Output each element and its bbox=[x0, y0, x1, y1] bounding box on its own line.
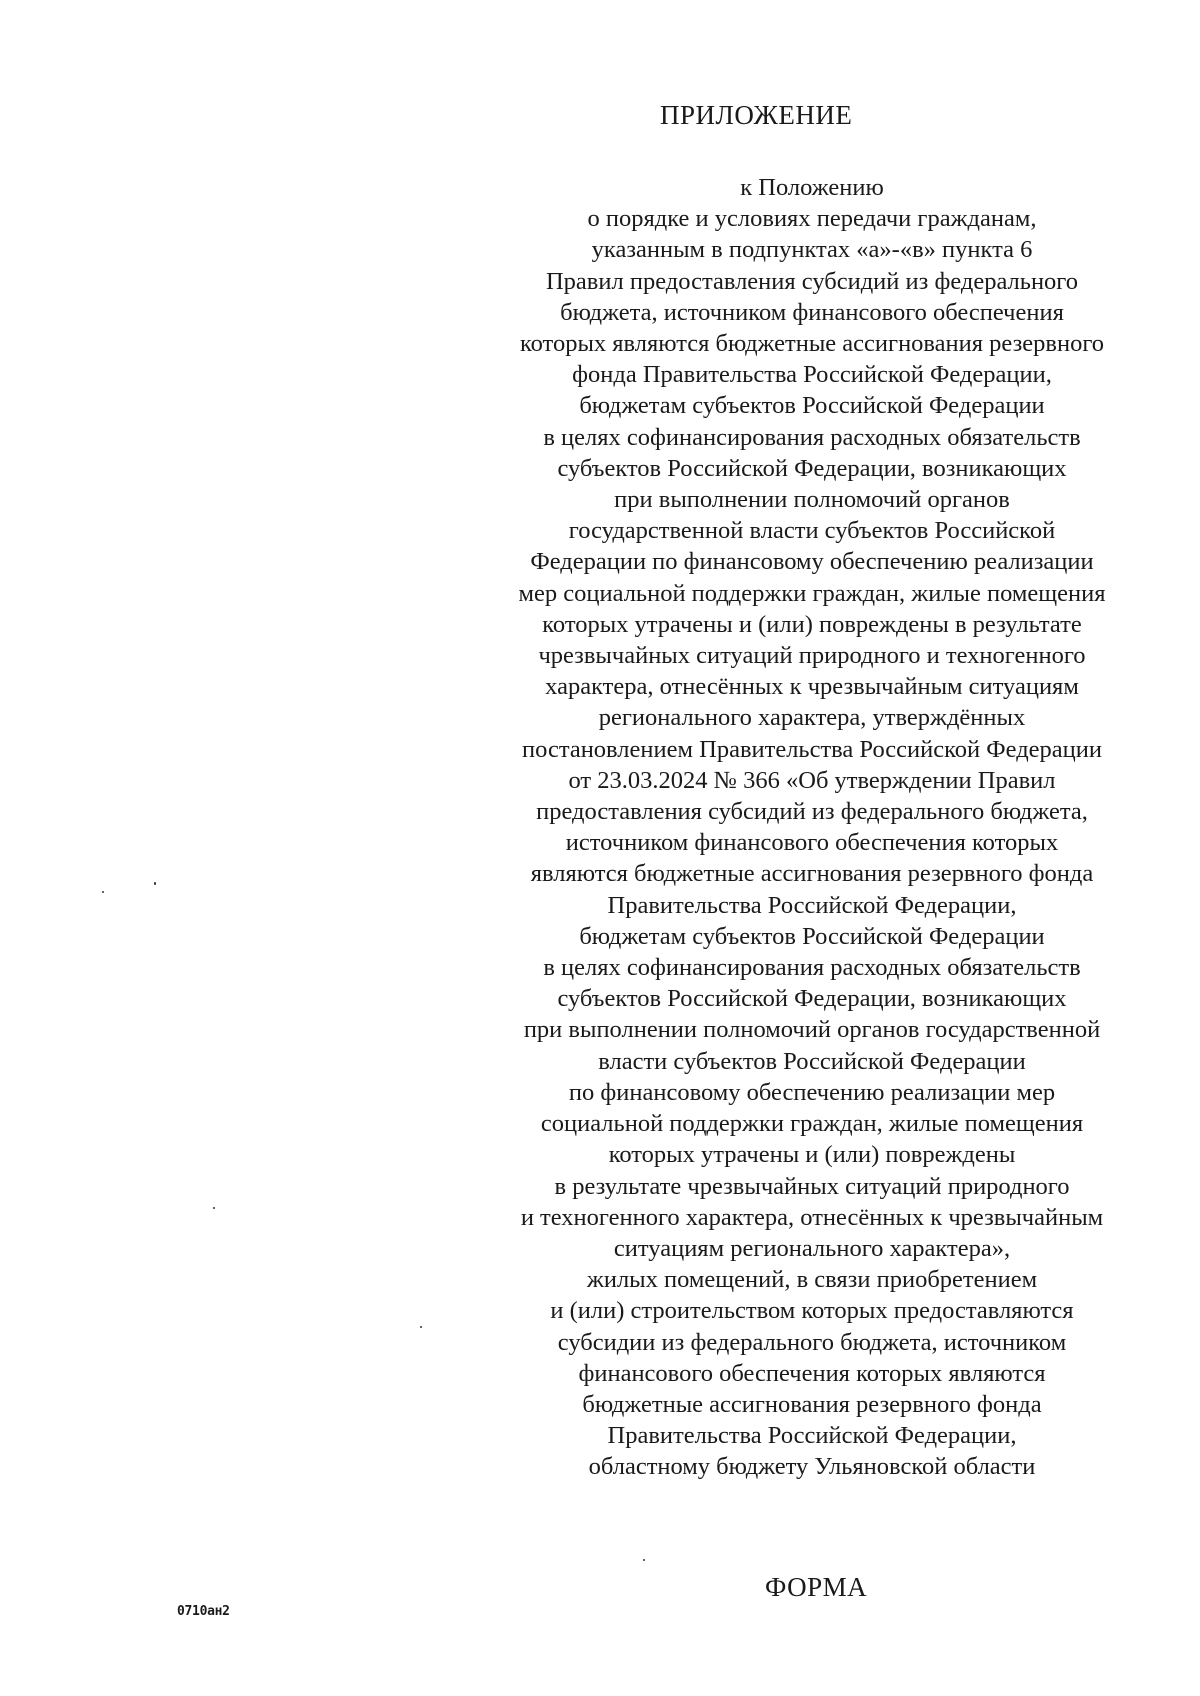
description-line: к Положению bbox=[740, 174, 884, 201]
scan-speck bbox=[213, 1207, 215, 1209]
description-line: фонда Правительства Российской Федерации, bbox=[572, 361, 1052, 389]
description-line: о порядке и условиях передачи гражданам, bbox=[587, 205, 1037, 233]
description-line: указанным в подпунктах «а»-«в» пункта 6 bbox=[591, 236, 1033, 264]
description-line: Правительства Российской Федерации, bbox=[607, 1422, 1017, 1450]
description-line: регионального характера, утверждённых bbox=[598, 704, 1026, 732]
description-line: и (или) строительством которых предоставляются bbox=[550, 1297, 1074, 1325]
description-line: в результате чрезвычайных ситуаций природного bbox=[554, 1172, 1070, 1200]
description-line: в целях софинансирования расходных обязательств bbox=[543, 954, 1081, 982]
scan-speck bbox=[420, 1326, 422, 1328]
scan-speck bbox=[102, 891, 104, 893]
description-line: областному бюджету Ульяновской области bbox=[588, 1453, 1036, 1481]
description-line: которых утрачены и (или) повреждены в результате bbox=[542, 610, 1082, 638]
description-line: предоставления субсидий из федерального бюджета, bbox=[536, 798, 1088, 826]
description-line: социальной поддержки граждан, жилые помещения bbox=[540, 1110, 1084, 1138]
description-line: жилых помещений, в связи приобретением bbox=[586, 1266, 1038, 1294]
description-line: которых утрачены и (или) повреждены bbox=[608, 1141, 1016, 1169]
description-line: характера, отнесённых к чрезвычайным ситуациям bbox=[545, 673, 1079, 701]
description-line: субсидии из федерального бюджета, источником bbox=[557, 1328, 1067, 1356]
document-code: 0710ан2 bbox=[177, 1604, 230, 1619]
description-line: при выполнении полномочий органов государственной bbox=[523, 1016, 1101, 1044]
description-line: власти субъектов Российской Федерации bbox=[598, 1047, 1026, 1075]
description-line: Правительства Российской Федерации, bbox=[607, 891, 1017, 919]
description-line: ситуациям регионального характера», bbox=[613, 1234, 1011, 1262]
description-line: источником финансового обеспечения которых bbox=[565, 829, 1059, 857]
description-line: субъектов Российской Федерации, возникающих bbox=[557, 454, 1067, 482]
description-line: постановлением Правительства Российской Федерации bbox=[521, 735, 1103, 763]
description-line: по финансовому обеспечению реализации мер bbox=[568, 1078, 1056, 1106]
description-line: бюджетам субъектов Российской Федерации bbox=[579, 922, 1045, 950]
description-line: государственной власти субъектов Российской bbox=[568, 517, 1056, 545]
description-line: мер социальной поддержки граждан, жилые помещения bbox=[518, 579, 1106, 607]
description-line: которых являются бюджетные ассигнования резервного bbox=[519, 330, 1105, 358]
description-line: чрезвычайных ситуаций природного и техногенного bbox=[538, 642, 1086, 670]
description-line: Федерации по финансовому обеспечению реализации bbox=[530, 548, 1094, 576]
description-line: бюджетные ассигнования резервного фонда bbox=[582, 1390, 1042, 1418]
description-line: и техногенного характера, отнесённых к чрезвычайным bbox=[520, 1203, 1104, 1231]
appendix-heading: ПРИЛОЖЕНИЕ bbox=[660, 100, 853, 130]
appendix-description bbox=[460, 172, 1164, 1483]
description-line: Правил предоставления субсидий из федерального bbox=[545, 267, 1078, 295]
description-line: являются бюджетные ассигнования резервного фонда bbox=[530, 860, 1094, 888]
description-line: бюджета, источником финансового обеспечения bbox=[560, 298, 1064, 326]
form-label: ФОРМА bbox=[765, 1572, 868, 1602]
description-line: при выполнении полномочий органов bbox=[614, 486, 1010, 514]
description-line: субъектов Российской Федерации, возникающих bbox=[557, 985, 1067, 1013]
scan-speck bbox=[643, 1559, 645, 1561]
description-line: от 23.03.2024 № 366 «Об утверждении Правил bbox=[568, 766, 1056, 794]
description-line: в целях софинансирования расходных обязательств bbox=[543, 423, 1081, 451]
scan-speck bbox=[154, 882, 156, 885]
description-line: бюджетам субъектов Российской Федерации bbox=[579, 392, 1045, 420]
description-line: финансового обеспечения которых являются bbox=[578, 1359, 1046, 1387]
